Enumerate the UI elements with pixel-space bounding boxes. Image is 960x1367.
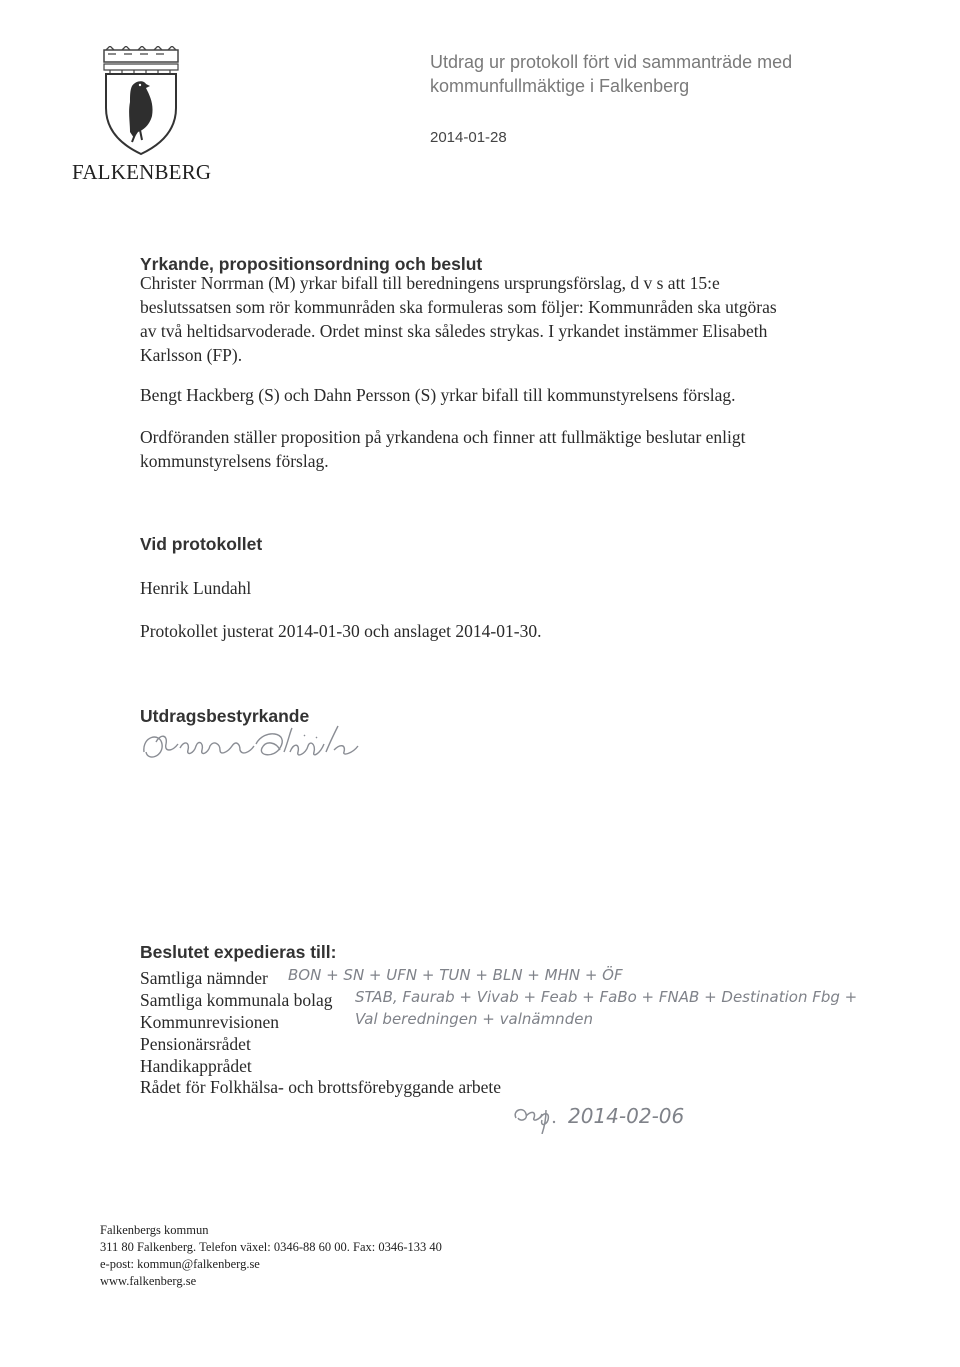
municipality-name: FALKENBERG bbox=[72, 160, 212, 184]
header-title-line: kommunfullmäktige i Falkenberg bbox=[430, 76, 690, 96]
recipient-item: Kommunrevisionen bbox=[140, 1012, 280, 1032]
recipient-item: Pensionärsrådet bbox=[140, 1034, 251, 1054]
paragraph-line: kommunstyrelsens förslag. bbox=[140, 451, 329, 471]
handwritten-signature bbox=[140, 722, 370, 772]
paragraph-line: av två heltidsarvoderade. Ordet minst ska således strykas. I yrkandet instämmer Elisabeth bbox=[140, 321, 768, 341]
recipient-item: Handikapprådet bbox=[140, 1056, 252, 1076]
handwritten-note: BON + SN + UFN + TUN + BLN + MHN + ÖF bbox=[288, 966, 623, 984]
footer-org: Falkenbergs kommun bbox=[100, 1223, 209, 1237]
document-header-title bbox=[430, 50, 792, 98]
footer-address: 311 80 Falkenberg. Telefon växel: 0346-88 60 00. Fax: 0346-133 40 bbox=[100, 1240, 442, 1254]
handwritten-note: STAB, Faurab + Vivab + Feab + FaBo + FNAB + Destination Fbg + bbox=[355, 988, 858, 1006]
paragraph-line: Ordföranden ställer proposition på yrkandena och finner att fullmäktige beslutar enligt bbox=[140, 427, 746, 447]
paragraph-counter-motion: Bengt Hackberg (S) och Dahn Persson (S) yrkar bifall till kommunstyrelsens förslag. bbox=[140, 385, 736, 405]
paragraph-decision bbox=[140, 425, 820, 473]
falkenberg-crest-logo bbox=[100, 46, 182, 156]
handwritten-note: Val beredningen + valnämnden bbox=[355, 1010, 593, 1028]
footer-email: e-post: kommun@falkenberg.se bbox=[100, 1257, 260, 1271]
footer-contact bbox=[100, 1222, 442, 1290]
section-heading: Utdragsbestyrkande bbox=[140, 706, 310, 726]
recipient-item: Samtliga nämnder bbox=[140, 968, 268, 988]
paragraph-motion bbox=[140, 271, 840, 367]
header-title-line: Utdrag ur protokoll fört vid sammanträde med bbox=[430, 52, 793, 72]
adjustment-note: Protokollet justerat 2014-01-30 och anslaget 2014-01-30. bbox=[140, 621, 542, 641]
paragraph-line: Christer Norrman (M) yrkar bifall till beredningens ursprungsförslag, d v s att 15:e bbox=[140, 273, 720, 293]
handwritten-date: 2014-02-06 bbox=[568, 1104, 685, 1128]
recipient-item: Rådet för Folkhälsa- och brottsförebyggande arbete bbox=[140, 1077, 502, 1097]
footer-website: www.falkenberg.se bbox=[100, 1274, 197, 1288]
paragraph-line: beslutssatsen som rör kommunråden ska formuleras som följer: Kommunråden ska utgöras bbox=[140, 297, 777, 317]
section-heading: Beslutet expedieras till: bbox=[140, 942, 337, 962]
section-heading: Yrkande, propositionsordning och beslut bbox=[140, 254, 483, 274]
secretary-name: Henrik Lundahl bbox=[140, 578, 252, 598]
section-heading: Vid protokollet bbox=[140, 534, 263, 554]
recipient-item: Samtliga kommunala bolag bbox=[140, 990, 333, 1010]
document-date: 2014-01-28 bbox=[430, 129, 507, 146]
paragraph-line: Karlsson (FP). bbox=[140, 345, 243, 365]
